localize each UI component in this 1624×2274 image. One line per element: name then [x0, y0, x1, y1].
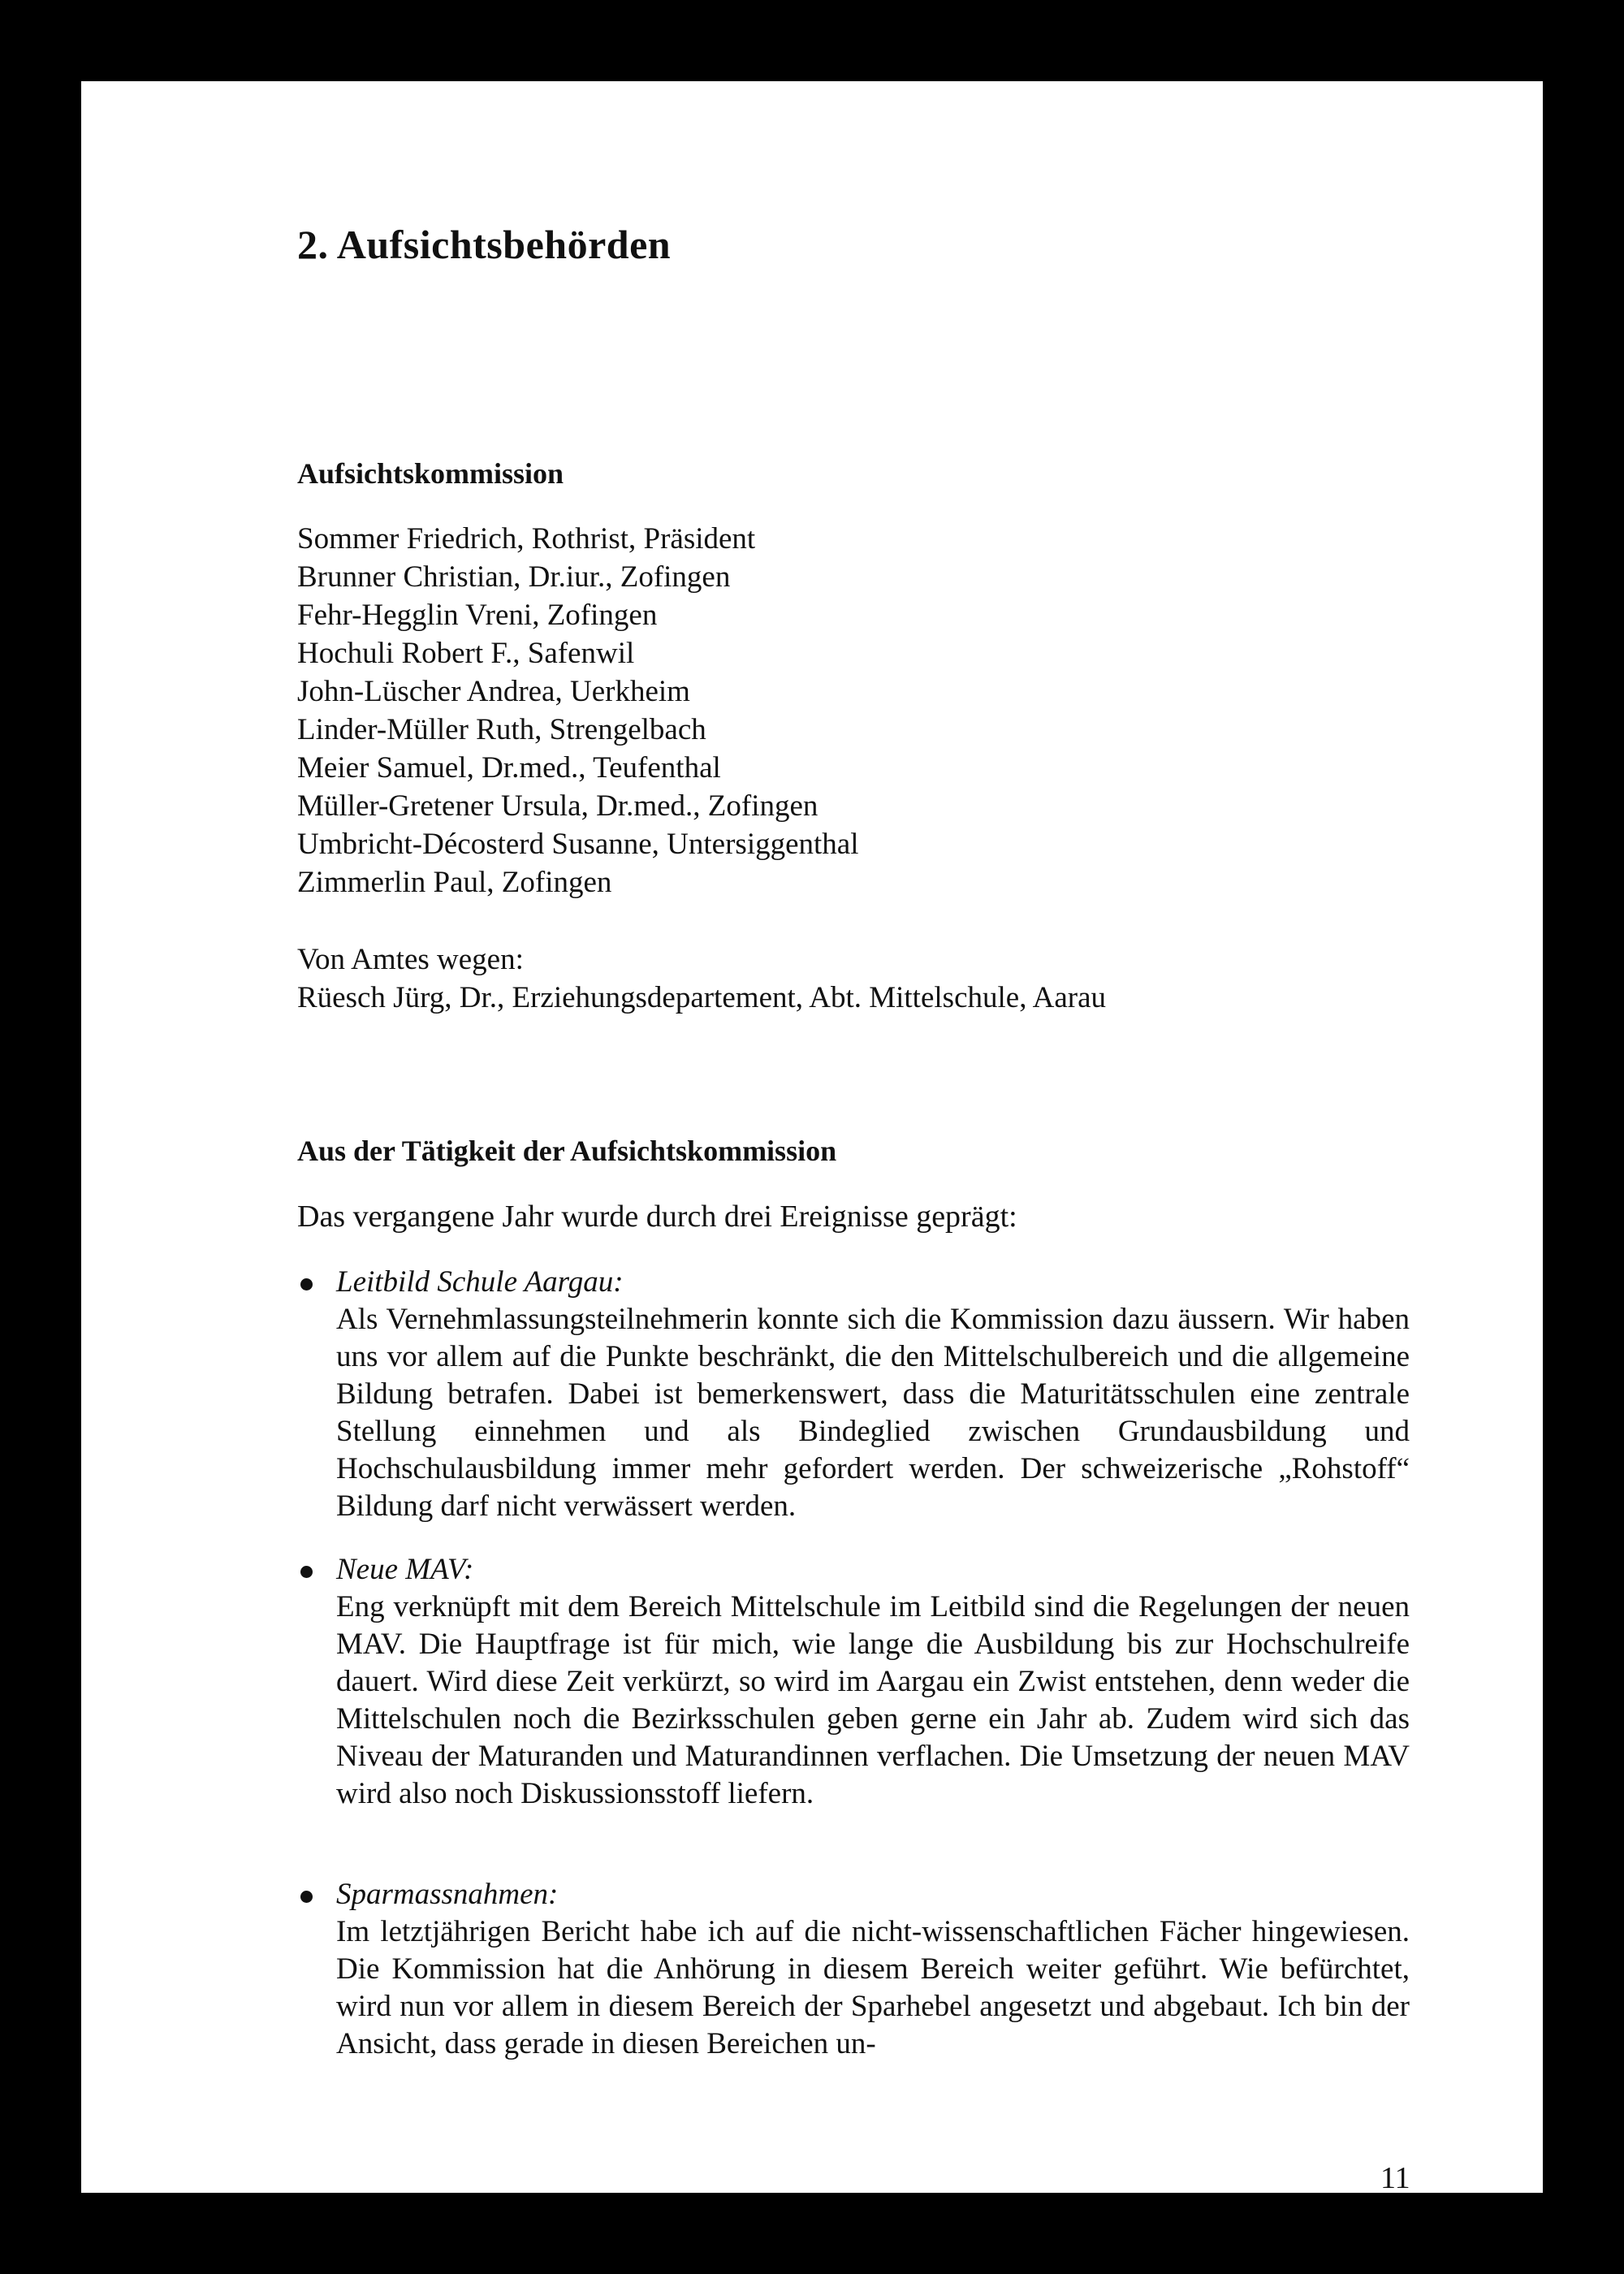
ex-officio-block	[297, 940, 1106, 1017]
bullet-text: Im letztjährigen Bericht habe ich auf die nicht-wissenschaftlichen Fächer hingewiesen. Die Kommission hat die Anhörung in diesem Bereich weiter geführt. Wie befürchtet, wird nun vor allem in diesem Bereich der Sparhebel angesetzt und abgebaut. Ich bin der Ansicht, dass gerade in diesen Bereichen un-	[336, 1915, 1410, 2060]
bullet-icon	[300, 1278, 313, 1290]
member-item: Sommer Friedrich, Rothrist, Präsident	[297, 522, 756, 556]
member-item: Meier Samuel, Dr.med., Teufenthal	[297, 751, 721, 785]
member-item: Linder-Müller Ruth, Strengelbach	[297, 713, 706, 746]
bullet-title: Neue MAV:	[336, 1553, 474, 1586]
bullet-text: Eng verknüpft mit dem Bereich Mittelschule im Leitbild sind die Regelungen der neuen MAV. Die Hauptfrage ist für mich, wie lange die Ausbildung bis zur Hochschulreife dauert. Wird diese Zeit verkürzt, so wird im Aargau ein Zwist entstehen, denn weder die Mittelschulen noch die Bezirksschulen geben gerne ein Jahr ab. Zudem wird sich das Niveau der Maturanden und Maturandinnen verflachen. Die Umsetzung der neuen MAV wird also noch Diskussionsstoff liefern.	[336, 1590, 1410, 1810]
bullet-title: Sparmassnahmen:	[336, 1878, 559, 1911]
chapter-title: 2. Aufsichtsbehörden	[297, 222, 672, 267]
member-item: Umbricht-Décosterd Susanne, Untersiggenthal	[297, 828, 859, 861]
member-item: Brunner Christian, Dr.iur., Zofingen	[297, 560, 731, 594]
bullet-title: Leitbild Schule Aargau:	[336, 1265, 624, 1299]
member-item: Zimmerlin Paul, Zofingen	[297, 866, 612, 899]
bullet-text: Als Vernehmlassungsteilnehmerin konnte sich die Kommission dazu äussern. Wir haben uns vor allem auf die Punkte beschränkt, die den Mittelschulbereich und die allgemeine Bildung betrafen. Dabei ist bemerkenswert, dass die Maturitätsschulen eine zentrale Stellung einnehmen und als Bindeglied zwischen Grundausbildung und Hochschulausbildung immer mehr gefordert werden. Der schweizerische „Rohstoff“ Bildung darf nicht verwässert werden.	[336, 1303, 1410, 1523]
member-item: Fehr-Hegglin Vreni, Zofingen	[297, 599, 658, 632]
member-item: Hochuli Robert F., Safenwil	[297, 637, 635, 670]
member-list	[297, 520, 859, 901]
ex-officio-label: Von Amtes wegen:	[297, 943, 524, 976]
member-item: John-Lüscher Andrea, Uerkheim	[297, 675, 690, 708]
member-item: Müller-Gretener Ursula, Dr.med., Zofingen	[297, 789, 818, 823]
commission-heading: Aufsichtskommission	[297, 457, 564, 490]
activity-intro: Das vergangene Jahr wurde durch drei Ereignisse geprägt:	[297, 1200, 1017, 1234]
activity-heading: Aus der Tätigkeit der Aufsichtskommission	[297, 1135, 837, 1167]
ex-officio-member: Rüesch Jürg, Dr., Erziehungsdepartement, Abt. Mittelschule, Aarau	[297, 981, 1107, 1014]
bullet-icon	[300, 1566, 313, 1578]
bullet-icon	[300, 1891, 313, 1903]
document-page	[81, 81, 1543, 2193]
page-number: 11	[1380, 2161, 1410, 2195]
